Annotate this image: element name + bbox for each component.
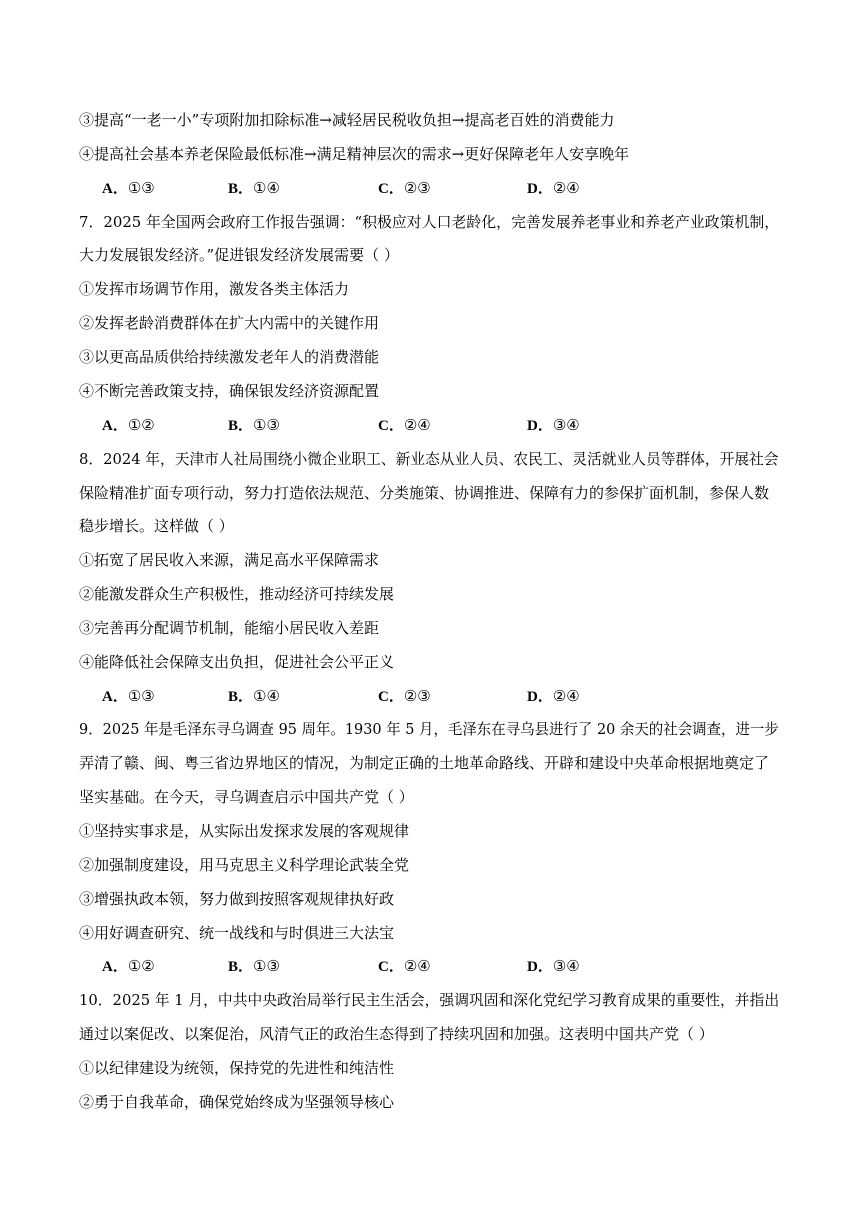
q7-option-1: ①发挥市场调节作用，激发各类主体活力 xyxy=(79,280,350,298)
q6-choice-d[interactable]: D．②④ xyxy=(527,179,580,197)
q9-choice-a[interactable]: A．①② xyxy=(102,957,155,975)
q6-choice-b[interactable]: B．①④ xyxy=(228,179,280,197)
q9-choice-c[interactable]: C．②④ xyxy=(378,957,431,975)
q8-option-2: ②能激发群众生产积极性，推动经济可持续发展 xyxy=(79,585,395,603)
q9-stem-line-3: 坚实基础。在今天，寻乌调查启示中国共产党（ ） xyxy=(79,788,414,806)
q7-choice-b[interactable]: B．①③ xyxy=(228,416,280,434)
q7-choice-a[interactable]: A．①② xyxy=(102,416,155,434)
q9-stem-line-1: 9．2025 年是毛泽东寻乌调查 95 周年。1930 年 5 月，毛泽东在寻乌县进行了 20 余天的社会调查，进一步 xyxy=(79,720,779,738)
q6-option-4: ④提高社会基本养老保险最低标准→满足精神层次的需求→更好保障老年人安享晚年 xyxy=(79,145,630,163)
q9-option-2: ②加强制度建设，用马克思主义科学理论武装全党 xyxy=(79,856,410,874)
q10-option-1: ①以纪律建设为统领，保持党的先进性和纯洁性 xyxy=(79,1059,395,1077)
q10-stem-line-2: 通过以案促改、以案促治，风清气正的政治生态得到了持续巩固和加强。这表明中国共产党（ ） xyxy=(79,1025,714,1043)
q8-stem-line-2: 保险精准扩面专项行动，努力打造依法规范、分类施策、协调推进、保障有力的参保扩面机制，参保人数 xyxy=(79,484,770,502)
q8-choice-b[interactable]: B．①④ xyxy=(228,687,280,705)
q10-option-2: ②勇于自我革命，确保党始终成为坚强领导核心 xyxy=(79,1093,395,1111)
q9-choice-b[interactable]: B．①③ xyxy=(228,957,280,975)
q7-choice-d[interactable]: D．③④ xyxy=(527,416,580,434)
q9-option-3: ③增强执政本领，努力做到按照客观规律执好政 xyxy=(79,890,395,908)
q7-option-3: ③以更高品质供给持续激发老年人的消费潜能 xyxy=(79,348,380,366)
q7-option-4: ④不断完善政策支持，确保银发经济资源配置 xyxy=(79,382,380,400)
q6-choice-c[interactable]: C．②③ xyxy=(378,179,431,197)
q10-stem-line-1: 10．2025 年 1 月，中共中央政治局举行民主生活会，强调巩固和深化党纪学习教育成果的重要性，并指出 xyxy=(79,991,780,1009)
q9-stem-line-2: 弄清了赣、闽、粤三省边界地区的情况，为制定正确的土地革命路线、开辟和建设中央革命根据地奠定了 xyxy=(79,754,770,772)
q7-stem-line-2: 大力发展银发经济。”促进银发经济发展需要（ ） xyxy=(79,246,399,264)
q8-choice-c[interactable]: C．②③ xyxy=(378,687,431,705)
q7-choice-c[interactable]: C．②④ xyxy=(378,416,431,434)
q8-stem-line-1: 8．2024 年，天津市人社局围绕小微企业职工、新业态从业人员、农民工、灵活就业人员等群体，开展社会 xyxy=(79,450,779,468)
q8-choice-d[interactable]: D．②④ xyxy=(527,687,580,705)
q9-choice-d[interactable]: D．③④ xyxy=(527,957,580,975)
q9-option-4: ④用好调查研究、统一战线和与时俱进三大法宝 xyxy=(79,924,395,942)
q8-option-4: ④能降低社会保障支出负担，促进社会公平正义 xyxy=(79,653,395,671)
q7-option-2: ②发挥老龄消费群体在扩大内需中的关键作用 xyxy=(79,314,380,332)
q8-option-1: ①拓宽了居民收入来源，满足高水平保障需求 xyxy=(79,551,380,569)
q8-choice-a[interactable]: A．①③ xyxy=(102,687,155,705)
q8-option-3: ③完善再分配调节机制，能缩小居民收入差距 xyxy=(79,619,380,637)
q6-option-3: ③提高“一老一小”专项附加扣除标准→减轻居民税收负担→提高老百姓的消费能力 xyxy=(79,111,615,129)
q8-stem-line-3: 稳步增长。这样做（ ） xyxy=(79,517,234,535)
q7-stem-line-1: 7．2025 年全国两会政府工作报告强调：“积极应对人口老龄化，完善发展养老事业和养老产业政策机制， xyxy=(79,213,780,231)
q9-option-1: ①坚持实事求是，从实际出发探求发展的客观规律 xyxy=(79,822,410,840)
q6-choice-a[interactable]: A．①③ xyxy=(102,179,155,197)
